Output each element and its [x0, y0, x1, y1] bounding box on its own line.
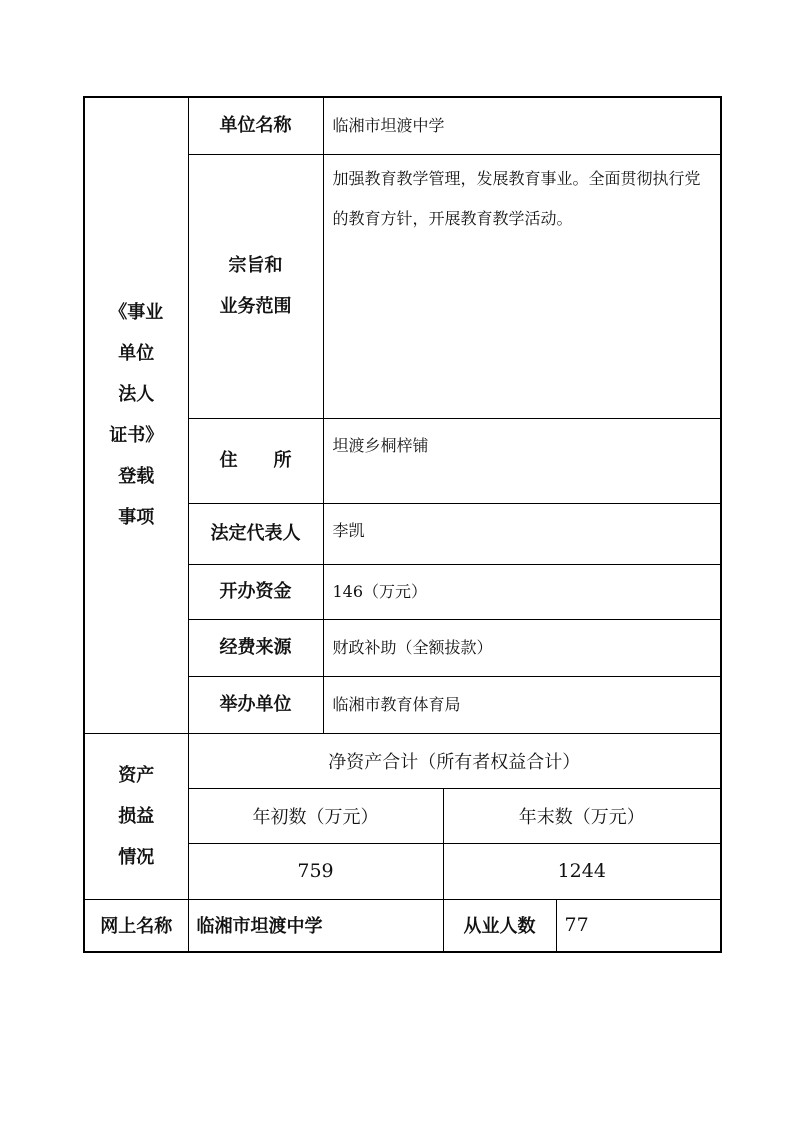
- assets-label-line-2: 损益: [118, 805, 155, 827]
- unit-name-value: 临湘市坦渡中学: [323, 97, 721, 154]
- address-label: 住 所: [188, 418, 323, 503]
- purpose-label: [188, 154, 323, 418]
- unit-name-row: [84, 97, 721, 154]
- funding-label: 经费来源: [188, 619, 323, 676]
- staff-count-value: 77: [556, 899, 721, 952]
- begin-year-label: 年初数（万元）: [188, 788, 443, 843]
- section-label-line-5: 登载: [118, 466, 155, 488]
- registration-section-label: [84, 97, 188, 733]
- online-name-value: 临湘市坦渡中学: [188, 899, 443, 952]
- online-name-row: [84, 899, 721, 952]
- sponsor-label: 举办单位: [188, 676, 323, 733]
- purpose-label-line-1: 宗旨和: [228, 255, 283, 276]
- purpose-value: 加强教育教学管理，发展教育事业。全面贯彻执行党的教育方针，开展教育教学活动。: [323, 154, 721, 418]
- capital-label: 开办资金: [188, 564, 323, 619]
- online-name-label: 网上名称: [84, 899, 188, 952]
- capital-value: 146（万元）: [323, 564, 721, 619]
- net-assets-header: 净资产合计（所有者权益合计）: [188, 733, 721, 788]
- assets-label-line-1: 资产: [118, 764, 155, 786]
- purpose-label-line-2: 业务范围: [219, 296, 292, 317]
- assets-section-label: [84, 733, 188, 899]
- section-label-line-6: 事项: [118, 507, 155, 529]
- funding-value: 财政补助（全额拔款）: [323, 619, 721, 676]
- registration-form-table: [83, 96, 722, 953]
- legal-rep-label: 法定代表人: [188, 503, 323, 564]
- section-label-line-3: 法人: [118, 384, 155, 406]
- section-label-line-4: 证书》: [109, 425, 164, 447]
- unit-name-label: 单位名称: [188, 97, 323, 154]
- assets-label-line-3: 情况: [118, 846, 155, 868]
- address-value: 坦渡乡桐梓铺: [323, 418, 721, 503]
- section-label-line-2: 单位: [118, 343, 155, 365]
- begin-year-value: 759: [188, 843, 443, 899]
- staff-count-label: 从业人数: [443, 899, 556, 952]
- end-year-label: 年末数（万元）: [443, 788, 721, 843]
- end-year-value: 1244: [443, 843, 721, 899]
- sponsor-value: 临湘市教育体育局: [323, 676, 721, 733]
- legal-rep-value: 李凯: [323, 503, 721, 564]
- assets-header-row: [84, 733, 721, 788]
- section-label-line-1: 《事业: [109, 302, 164, 324]
